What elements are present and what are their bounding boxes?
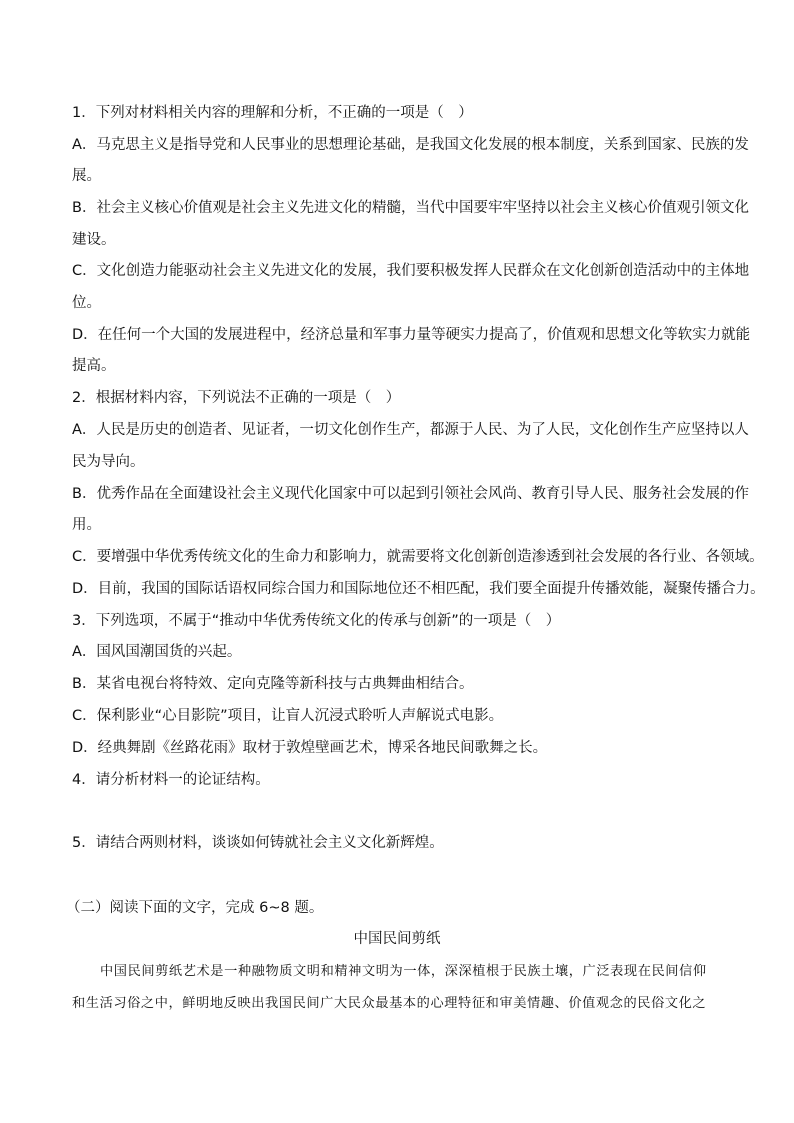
q1-option-d-line2: 提高。 <box>72 358 116 374</box>
passage-para-line1: 中国民间剪纸艺术是一种融物质文明和精神文明为一体，深深植根于民族土壤，广泛表现在民间信仰 <box>100 964 707 979</box>
q3-option-c: C．保利影业“心目影院”项目，让盲人沉浸式聆听人声解说式电影。 <box>72 708 504 724</box>
passage-para-line2: 和生活习俗之中，鲜明地反映出我国民间广大民众最基本的心理特征和审美情趣、价值观念的民俗文化之 <box>72 996 707 1011</box>
q3-option-d: D．经典舞剧《丝路花雨》取材于敦煌壁画艺术，博采各地民间歌舞之长。 <box>72 740 548 756</box>
q5-stem: 5．请结合两则材料，谈谈如何铸就社会主义文化新辉煌。 <box>72 835 444 851</box>
q2-option-a-line1: A．人民是历史的创造者、见证者，一切文化创作生产，都源于人民、为了人民，文化创作生产应坚持以人 <box>72 422 749 438</box>
q2-stem: 2．根据材料内容，下列说法不正确的一项是（ ） <box>72 390 401 406</box>
q1-option-c-line2: 位。 <box>72 295 101 311</box>
q4-stem: 4．请分析材料一的论证结构。 <box>72 772 270 788</box>
q2-option-c: C．要增强中华优秀传统文化的生命力和影响力，就需要将文化创新创造渗透到社会发展的各行业、各领域。 <box>72 549 764 565</box>
q3-option-a: A．国风国潮国货的兴起。 <box>72 644 242 660</box>
q1-option-a-line1: A．马克思主义是指导党和人民事业的思想理论基础，是我国文化发展的根本制度，关系到国家、民族的发 <box>72 137 749 153</box>
q3-option-b: B．某省电视台将特效、定向克隆等新科技与古典舞曲相结合。 <box>72 676 474 692</box>
q2-option-b-line1: B．优秀作品在全面建设社会主义现代化国家中可以起到引领社会风尚、教育引导人民、服务社会发展的作 <box>72 486 749 502</box>
section2-heading: （二）阅读下面的文字，完成 6~8 题。 <box>66 900 324 916</box>
q1-option-b-line1: B．社会主义核心价值观是社会主义先进文化的精髓，当代中国要牢牢坚持以社会主义核心价值观引领文化 <box>72 200 749 216</box>
q3-stem: 3．下列选项，不属于“推动中华优秀传统文化的传承与创新”的一项是（ ） <box>72 613 561 629</box>
q1-option-d-line1: D．在任何一个大国的发展进程中，经济总量和军事力量等硬实力提高了，价值观和思想文化等软实力就能 <box>72 327 751 343</box>
q1-option-b-line2: 建设。 <box>72 232 116 248</box>
q2-option-b-line2: 用。 <box>72 517 101 533</box>
q1-stem: 1．下列对材料相关内容的理解和分析，不正确的一项是（ ） <box>72 105 473 121</box>
q1-option-c-line1: C．文化创造力能驱动社会主义先进文化的发展，我们要积极发挥人民群众在文化创新创造活动中的主体地 <box>72 263 750 279</box>
q2-option-a-line2: 民为导向。 <box>72 454 145 470</box>
q1-option-a-line2: 展。 <box>72 168 101 184</box>
q2-option-d: D．目前，我国的国际话语权同综合国力和国际地位还不相匹配，我们要全面提升传播效能，凝聚传播合力。 <box>72 581 765 597</box>
passage-title: 中国民间剪纸 <box>353 931 441 947</box>
